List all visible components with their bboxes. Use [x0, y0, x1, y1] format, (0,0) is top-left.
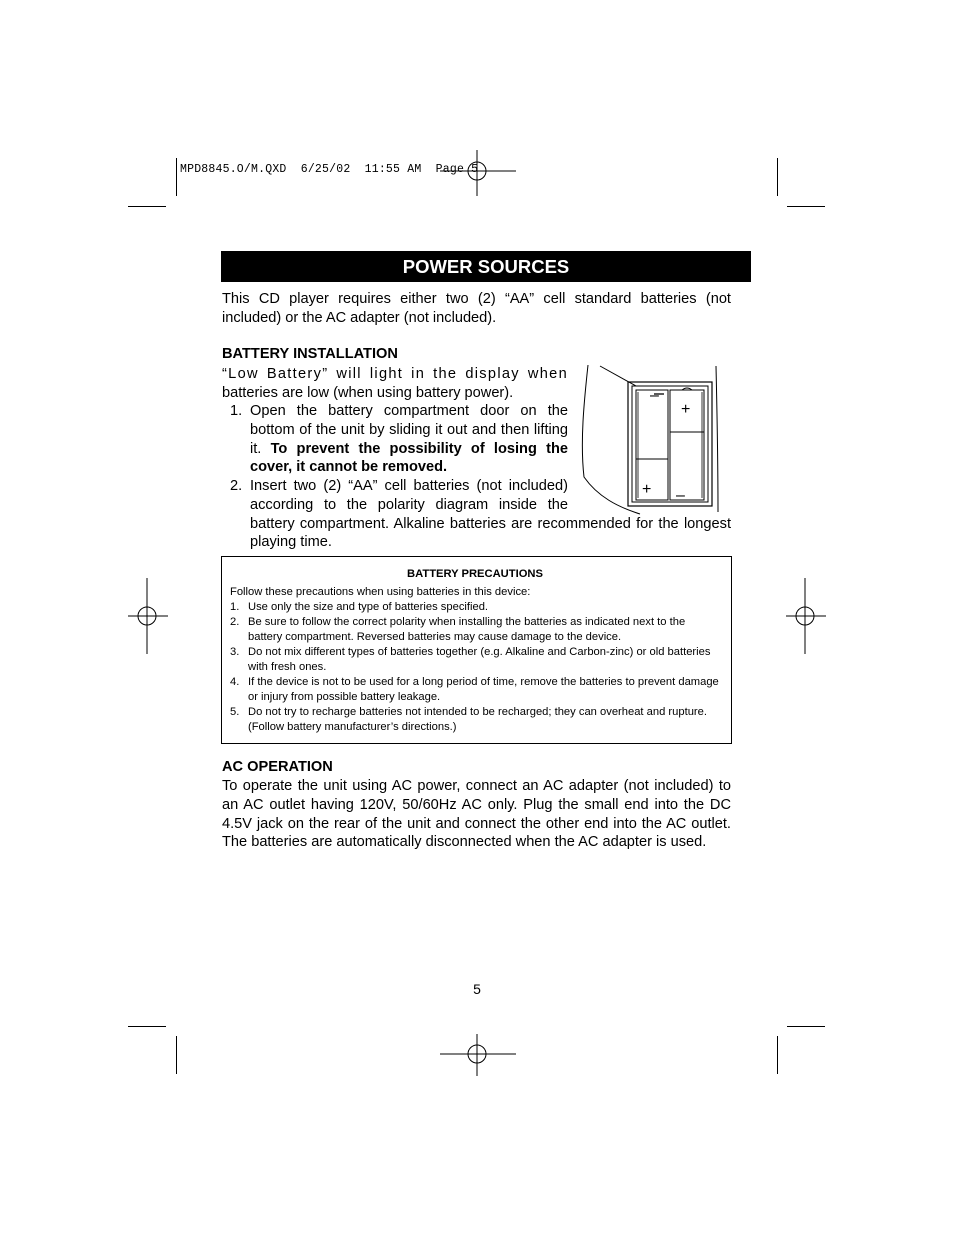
precaution-number: 2. — [230, 616, 240, 628]
crop-mark — [787, 206, 825, 207]
step-number: 2. — [230, 478, 243, 494]
step-text-wide: battery compartment. Alkaline batteries are recommended for the longest playing time. — [250, 515, 731, 551]
precaution-item — [230, 705, 720, 735]
precaution-item — [230, 600, 720, 615]
print-slug: MPD8845.O/M.QXD 6/25/02 11:55 AM Page 5 — [180, 163, 479, 176]
step-number: 1. — [230, 403, 243, 419]
crop-mark — [777, 158, 778, 196]
crop-mark — [176, 1036, 177, 1074]
precaution-number: 3. — [230, 646, 240, 658]
precaution-text: Do not try to recharge batteries not intended to be recharged; they can overheat and rupture. (Follow battery manufacturer’s directions.) — [248, 706, 707, 733]
precaution-number: 4. — [230, 676, 240, 688]
low-battery-line1: “Low Battery” will light in the display when — [222, 366, 568, 382]
battery-compartment-illustration — [578, 362, 724, 518]
precautions-title: BATTERY PRECAUTIONS — [407, 568, 543, 580]
precautions-intro: Follow these precautions when using batteries in this device: — [230, 586, 531, 598]
precaution-text: If the device is not to be used for a long period of time, remove the batteries to prevent damage or injury from possible battery leakage. — [248, 676, 719, 703]
precaution-number: 5. — [230, 706, 240, 718]
step-text: Open the battery compartment door on the bottom of the unit by sliding it out and then lifting it. — [250, 403, 568, 457]
registration-mark-right — [786, 578, 826, 654]
section-banner: POWER SOURCES — [221, 251, 751, 282]
battery-right — [670, 388, 704, 504]
registration-mark-top — [440, 150, 516, 196]
crop-mark — [787, 1026, 825, 1027]
page-number: 5 — [473, 981, 481, 997]
low-battery-line2: batteries are low (when using battery power). — [222, 384, 514, 401]
battery-left-minus: – — [650, 387, 659, 404]
intro-paragraph: This CD player requires either two (2) “AA” cell standard batteries (not included) or the AC adapter (not included). — [222, 291, 731, 326]
battery-installation-heading: BATTERY INSTALLATION — [222, 346, 398, 362]
ac-operation-heading: AC OPERATION — [222, 759, 333, 775]
ac-operation-text: To operate the unit using AC power, connect an AC adapter (not included) to an AC outlet having 120V, 50/60Hz AC only. Plug the small end into the DC 4.5V jack on the rear of the unit and connect the other end into the AC outlet. The batteries are automatically disconnected when the AC adapter is used. — [222, 778, 731, 851]
registration-mark-left — [128, 578, 168, 654]
step-text-narrow: Insert two (2) “AA” cell batteries (not included) according to the polarity diagram inside the — [250, 478, 568, 513]
registration-mark-bottom — [440, 1034, 516, 1076]
low-battery-note — [222, 365, 568, 403]
precaution-item — [230, 615, 720, 645]
battery-precautions-box — [221, 556, 732, 744]
crop-mark — [128, 206, 166, 207]
battery-right-plus: + — [681, 401, 691, 418]
battery-right-minus: – — [676, 487, 685, 504]
precaution-text: Do not mix different types of batteries together (e.g. Alkaline and Carbon-zinc) or old batteries with fresh ones. — [248, 646, 711, 673]
crop-mark — [777, 1036, 778, 1074]
crop-mark — [128, 1026, 166, 1027]
battery-left-plus: + — [642, 481, 652, 498]
crop-mark — [176, 158, 177, 196]
step-bold-warning: To prevent the possibility of losing the cover, it cannot be removed. — [250, 440, 568, 476]
precaution-item — [230, 645, 720, 675]
precaution-item — [230, 675, 720, 705]
precaution-text: Be sure to follow the correct polarity when installing the batteries as indicated next to the battery compartment. Reversed batteries may cause damage to the device. — [248, 616, 686, 643]
step-1 — [222, 402, 568, 477]
battery-left — [636, 387, 668, 500]
precaution-number: 1. — [230, 601, 240, 613]
precaution-text: Use only the size and type of batteries specified. — [248, 601, 489, 613]
